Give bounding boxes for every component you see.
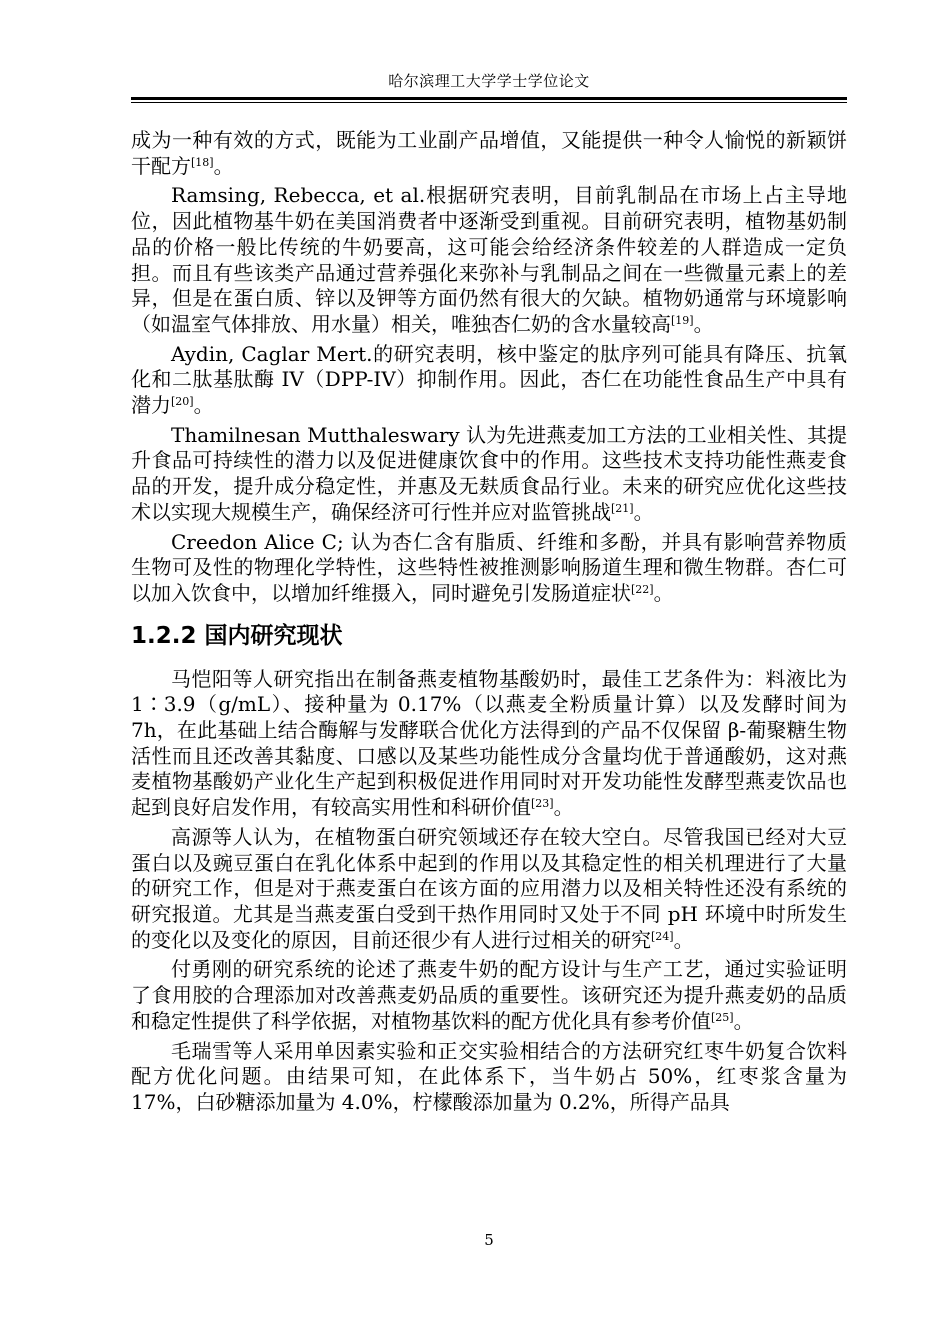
paragraph-mao — [131, 1039, 847, 1116]
paragraph-text: Ramsing, Rebecca, et al.根据研究表明，目前乳制品在市场上占主导地位，因此植物基牛奶在美国消费者中逐渐受到重视。目前研究表明，植物基奶制品的价格一般比传统的牛奶要高，这可能会给经济条件较差的人群造成一定负担。而且有些该类产品通过营养强化来弥补与乳制品之间在一些微量元素上的差异，但是在蛋白质、锌以及钾等方面仍然有很大的欠缺。植物奶通常与环境影响（如温室气体排放、用水量）相关，唯独杏仁奶的含水量较高 — [131, 183, 847, 336]
paragraph-text: Aydin, Caglar Mert.的研究表明，核中鉴定的肽序列可能具有降压、抗氧化和二肽基肽酶 IV（DPP-IV）抑制作用。因此，杏仁在功能性食品生产中具有潜力 — [131, 341, 847, 418]
paragraph-aydin — [131, 342, 847, 419]
paragraph-text: Creedon Alice C; 认为杏仁含有脂质、纤维和多酚，并具有影响营养物质生物可及性的物理化学特性，这些特性被推测影响肠道生理和微生物群。杏仁可以加入饮食中，以增加纤维摄入，同时避免引发肠道症状 — [131, 529, 847, 605]
document-body — [131, 128, 847, 1120]
paragraph-tail: 。 — [213, 153, 234, 178]
paragraph-creedon — [131, 530, 847, 607]
paragraph-fu — [131, 957, 847, 1034]
paragraph-tail: 。 — [193, 393, 214, 418]
paragraph-ramsing — [131, 183, 847, 337]
paragraph-text: 成为一种有效的方式，既能为工业副产品增值，又能提供一种令人愉悦的新颖饼干配方 — [131, 128, 847, 178]
page-header: 哈尔滨理工大学学士学位论文 — [388, 72, 590, 90]
citation-ref: [20] — [171, 395, 194, 409]
paragraph-tail: 。 — [693, 311, 714, 336]
paragraph-text: 马恺阳等人研究指出在制备燕麦植物基酸奶时，最佳工艺条件为：料液比为 1∶3.9（g/mL）、接种量为 0.17%（以燕麦全粉质量计算）以及发酵时间为 7h，在此基础上结合酶解与发酵联合优化方法得到的产品不仅保留 β-葡聚糖生物活性而且还改善其黏度、口感以及某些功能性成分含量均优于普通酸奶，这对燕麦植物基酸奶产业化生产起到积极促进作用同时对开发功能性发酵型燕麦饮品也起到良好启发作用，有较高实用性和科研价值 — [131, 666, 847, 820]
header-rule-thick — [131, 97, 847, 100]
header-rule-thin — [131, 102, 847, 103]
paragraph-tail: 。 — [673, 927, 694, 952]
paragraph-text: 高源等人认为，在植物蛋白研究领域还存在较大空白。尽管我国已经对大豆蛋白以及豌豆蛋白在乳化体系中起到的作用以及其稳定性的相关机理进行了大量的研究工作，但是对于燕麦蛋白在该方面的应用潜力以及相关特性还没有系统的研究报道。尤其是当燕麦蛋白受到干热作用同时又处于不同 pH 环境中时所发生的变化以及变化的原因，目前还很少有人进行过相关的研究 — [131, 824, 847, 952]
paragraph-tail: 。 — [633, 499, 654, 524]
citation-ref: [25] — [711, 1010, 734, 1024]
paragraph-text: Thamilnesan Mutthaleswary 认为先进燕麦加工方法的工业相关性、其提升食品可持续性的潜力以及促进健康饮食中的作用。这些技术支持功能性燕麦食品的开发，提升成分稳定性，并惠及无麸质食品行业。未来的研究应优化这些技术以实现大规模生产，确保经济可行性并应对监管挑战 — [131, 422, 847, 524]
paragraph-text: 付勇刚的研究系统的论述了燕麦牛奶的配方设计与生产工艺，通过实验证明了食用胶的合理添加对改善燕麦奶品质的重要性。该研究还为提升燕麦奶的品质和稳定性提供了科学依据，对植物基饮料的配方优化具有参考价值 — [131, 957, 847, 1033]
citation-ref: [24] — [651, 929, 674, 943]
paragraph-tail: 。 — [553, 795, 574, 820]
citation-ref: [18] — [191, 155, 214, 169]
paragraph-text: 毛瑞雪等人采用单因素实验和正交实验相结合的方法研究红枣牛奶复合饮料配方优化问题。由结果可知，在此体系下，当牛奶占 50%，红枣浆含量为 17%，白砂糖添加量为 4.0%，柠檬酸添加量为 0.2%，所得产品具 — [131, 1038, 847, 1114]
paragraph-gao — [131, 825, 847, 954]
paragraph-thamilnesan — [131, 423, 847, 526]
citation-ref: [21] — [611, 501, 634, 515]
paragraph-continued — [131, 128, 847, 179]
citation-ref: [23] — [531, 797, 554, 811]
citation-ref: [19] — [671, 313, 694, 327]
paragraph-tail: 。 — [733, 1008, 754, 1033]
section-heading: 1.2.2 国内研究现状 — [131, 622, 343, 649]
page-number: 5 — [484, 1231, 494, 1249]
paragraph-tail: 。 — [653, 580, 674, 605]
citation-ref: [22] — [631, 582, 654, 596]
paragraph-ma — [131, 667, 847, 821]
